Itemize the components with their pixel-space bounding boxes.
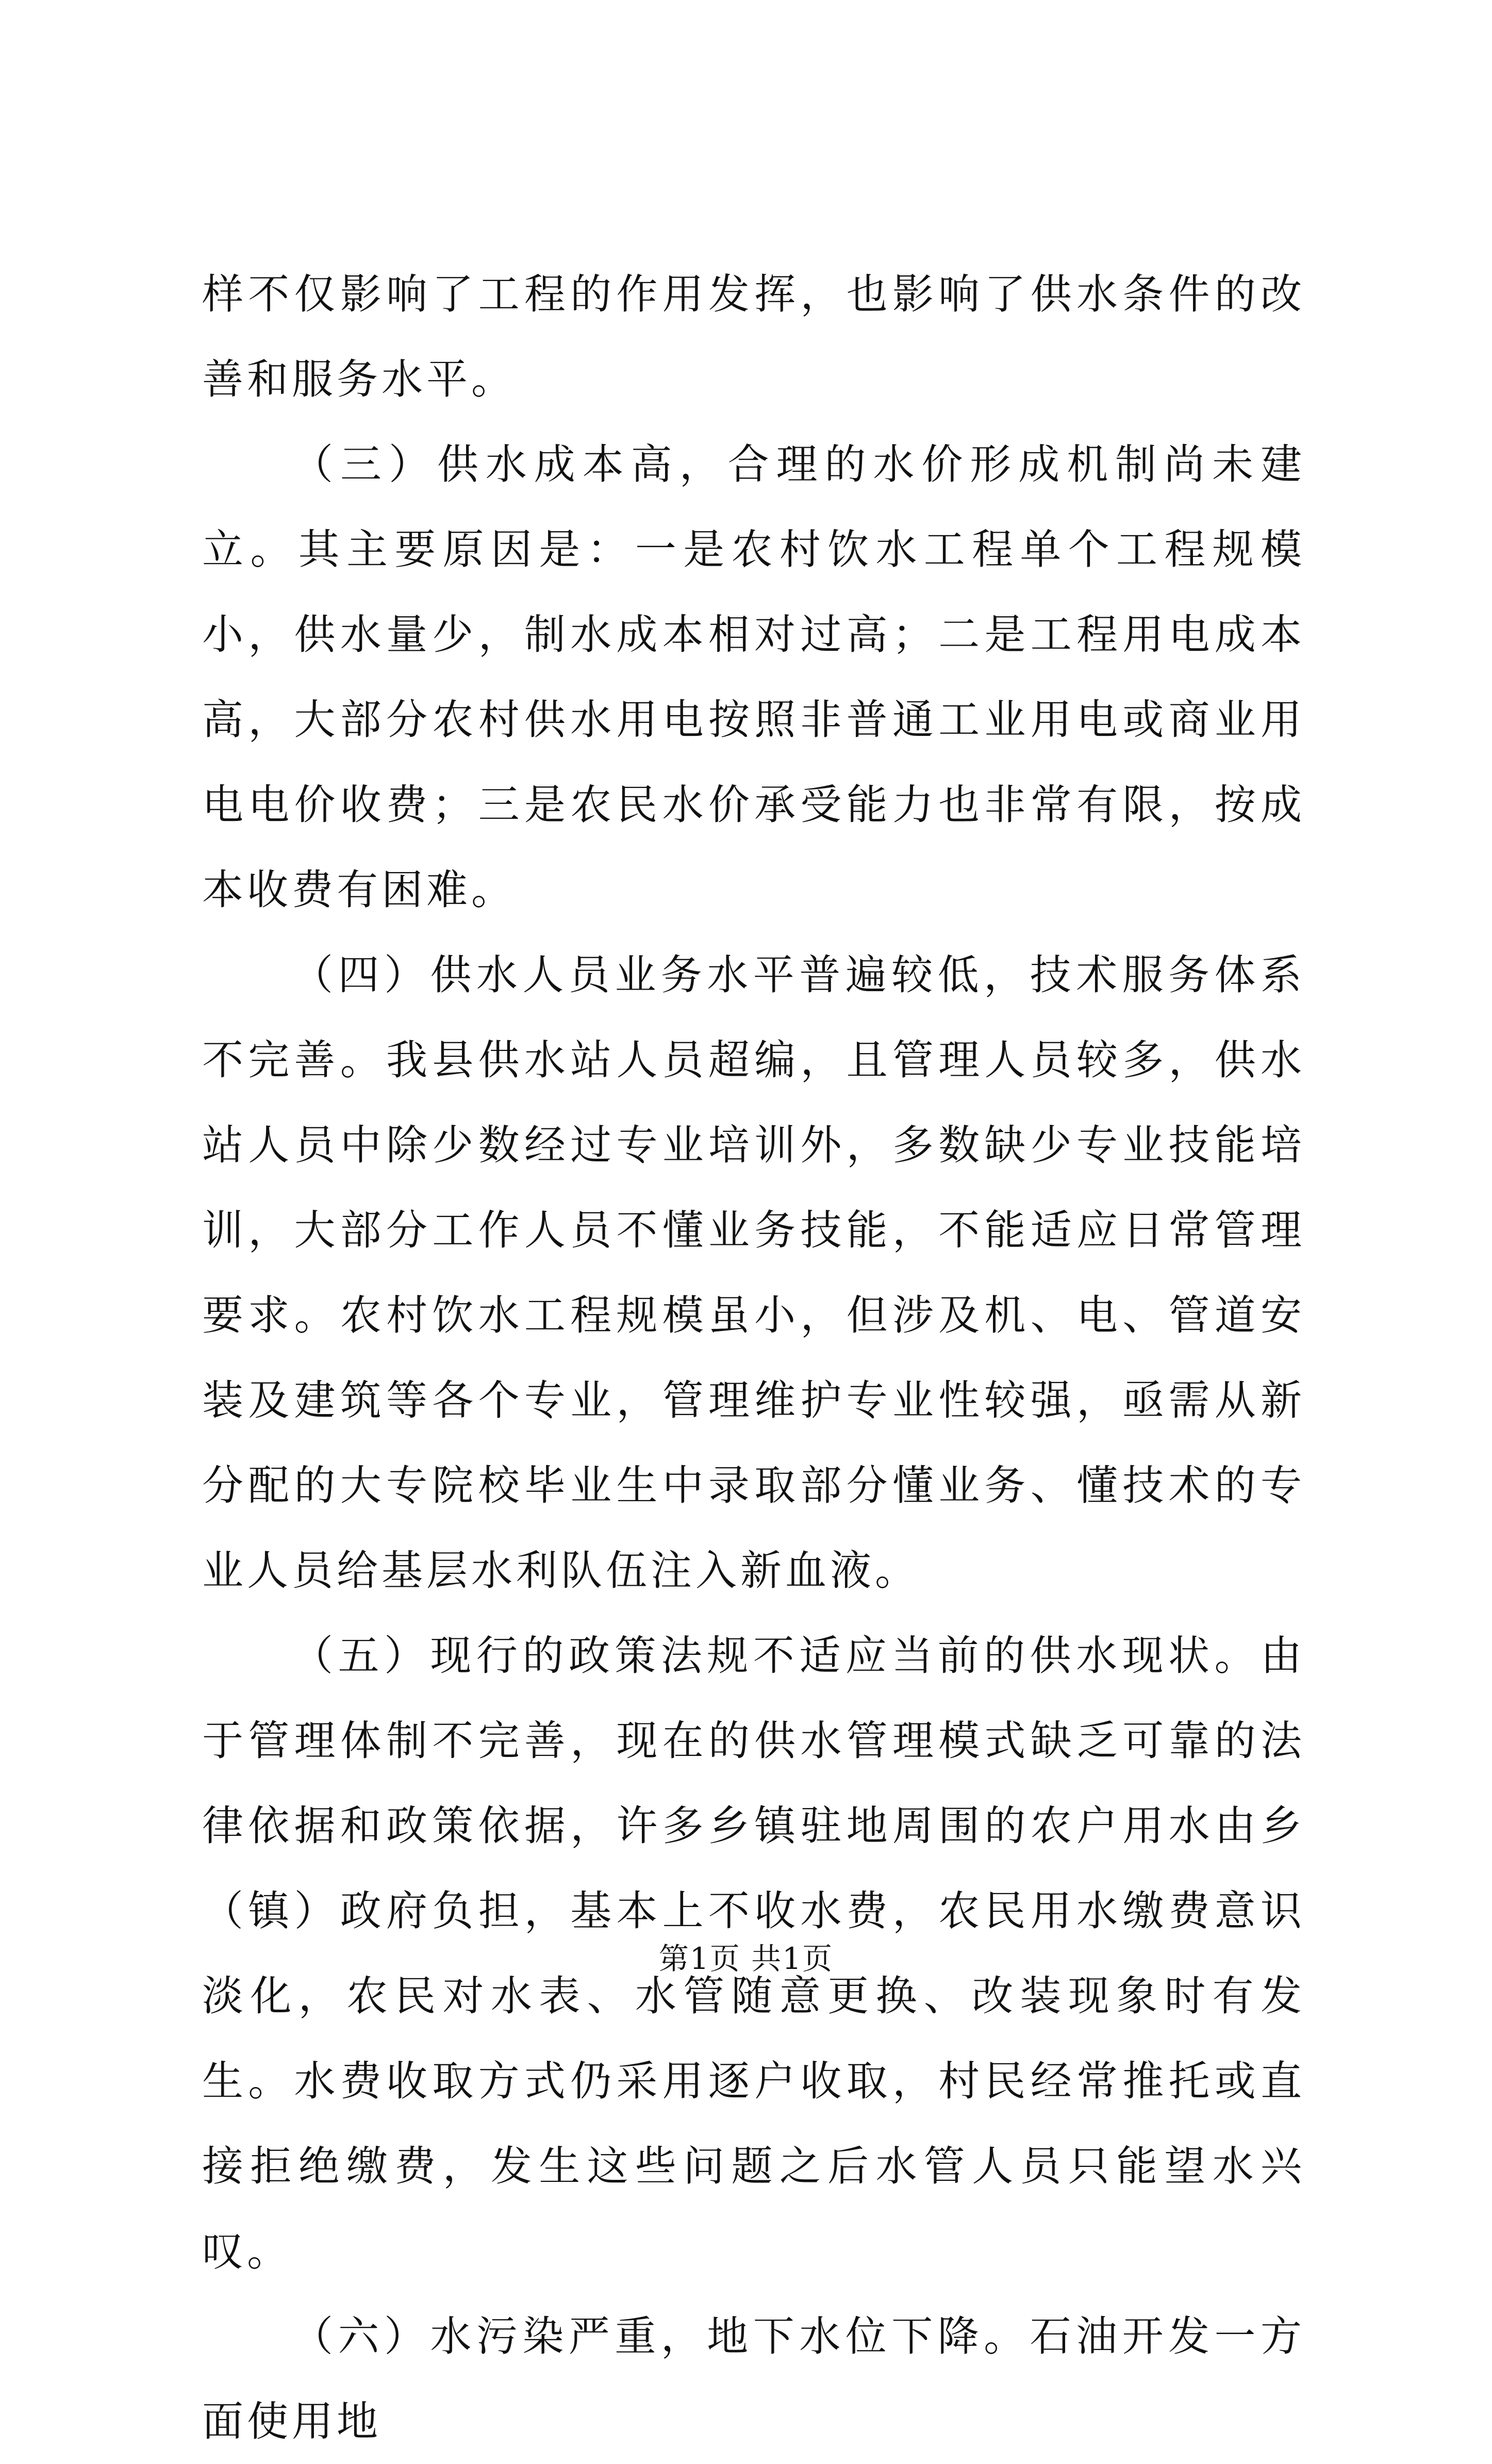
paragraph-section-6: （六）水污染严重，地下水位下降。石油开发一方面使用地 [202,2312,1305,2445]
page-footer: 第1页 共1页 [658,1941,834,1976]
document-body [202,252,1305,2464]
paragraph-continuation: 样不仅影响了工程的作用发挥，也影响了供水条件的改善和服务水平。 [202,270,1305,403]
paragraph-section-5: （五）现行的政策法规不适应当前的供水现状。由于管理体制不完善，现在的供水管理模式缺乏可靠的法律依据和政策依据，许多乡镇驻地周围的农户用水由乡（镇）政府负担，基本上不收水费，农民用水缴费意识淡化，农民对水表、水管随意更换、改装现象时有发生。水费收取方式仍采用逐户收取，村民经常推托或直接拒绝缴费，发生这些问题之后水管人员只能望水兴叹。 [202,1632,1305,2275]
paragraph-section-4: （四）供水人员业务水平普遍较低，技术服务体系不完善。我县供水站人员超编，且管理人员较多，供水站人员中除少数经过专业培训外，多数缺少专业技能培训，大部分工作人员不懂业务技能，不能适应日常管理要求。农村饮水工程规模虽小，但涉及机、电、管道安装及建筑等各个专业，管理维护专业性较强，亟需从新分配的大专院校毕业生中录取部分懂业务、懂技术的专业人员给基层水利队伍注入新血液。 [202,951,1305,1595]
paragraph-section-3: （三）供水成本高，合理的水价形成机制尚未建立。其主要原因是：一是农村饮水工程单个工程规模小，供水量少，制水成本相对过高；二是工程用电成本高，大部分农村供水用电按照非普通工业用电或商业用电电价收费；三是农民水价承受能力也非常有限，按成本收费有困难。 [202,440,1305,914]
